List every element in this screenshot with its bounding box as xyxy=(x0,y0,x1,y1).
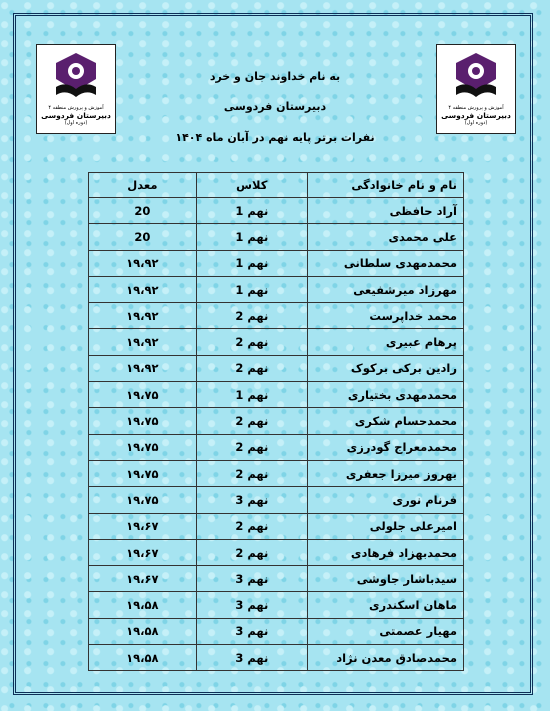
table-row xyxy=(89,487,464,513)
student-class: نهم 2 xyxy=(196,303,307,329)
student-name: مهرزاد میرشفیعی xyxy=(307,276,463,302)
student-name: امیرعلی جلولی xyxy=(307,513,463,539)
table-row xyxy=(89,250,464,276)
school-name: دبیرستان فردوسی xyxy=(223,100,327,113)
student-class: نهم 2 xyxy=(196,513,307,539)
table-row xyxy=(89,276,464,302)
table-row xyxy=(89,198,464,224)
student-class: نهم 3 xyxy=(196,592,307,618)
table-row xyxy=(89,303,464,329)
student-name: مهیار عصمتی xyxy=(307,618,463,644)
table-row xyxy=(89,539,464,565)
student-name: محمدمهدی بختیاری xyxy=(307,382,463,408)
table-row xyxy=(89,592,464,618)
student-class: نهم 2 xyxy=(196,434,307,460)
logo-caption-main: دبیرستان فردوسی xyxy=(41,111,111,120)
bismillah-line: به نام خداوند جان و خرد xyxy=(209,70,341,83)
student-name: محمدصادق معدن نژاد xyxy=(307,645,463,671)
logo-caption-top: آموزش و پرورش منطقه ۴ xyxy=(48,105,104,111)
student-average: ۱۹،۶۷ xyxy=(89,539,197,565)
header-average: معدل xyxy=(89,173,197,198)
table-row xyxy=(89,618,464,644)
student-name: محمد خداپرست xyxy=(307,303,463,329)
student-class: نهم 1 xyxy=(196,250,307,276)
top-students-table xyxy=(88,172,464,671)
table-row xyxy=(89,329,464,355)
student-average: ۱۹،۷۵ xyxy=(89,487,197,513)
school-logo-left xyxy=(36,44,116,134)
student-average: ۱۹،۷۵ xyxy=(89,434,197,460)
student-class: نهم 2 xyxy=(196,460,307,486)
student-average: ۱۹،۷۵ xyxy=(89,460,197,486)
table-row xyxy=(89,382,464,408)
table-row xyxy=(89,355,464,381)
student-name: محمدمهدی سلطانی xyxy=(307,250,463,276)
logo-caption-top: آموزش و پرورش منطقه ۴ xyxy=(448,105,504,111)
student-class: نهم 3 xyxy=(196,618,307,644)
student-class: نهم 3 xyxy=(196,645,307,671)
student-average: 20 xyxy=(89,198,197,224)
student-average: ۱۹،۵۸ xyxy=(89,592,197,618)
table-row xyxy=(89,434,464,460)
table-row xyxy=(89,645,464,671)
student-average: ۱۹،۵۸ xyxy=(89,645,197,671)
student-name: محمدمعراج گودرزی xyxy=(307,434,463,460)
logo-caption-main: دبیرستان فردوسی xyxy=(441,111,511,120)
student-average: ۱۹،۹۲ xyxy=(89,276,197,302)
school-logo-right xyxy=(436,44,516,134)
student-average: ۱۹،۹۲ xyxy=(89,329,197,355)
student-name: بهروز میرزا جعفری xyxy=(307,460,463,486)
student-class: نهم 1 xyxy=(196,276,307,302)
student-class: نهم 2 xyxy=(196,408,307,434)
student-class: نهم 1 xyxy=(196,382,307,408)
table-row xyxy=(89,408,464,434)
student-name: پرهام عبیری xyxy=(307,329,463,355)
student-name: آراد حافظی xyxy=(307,198,463,224)
student-name: ماهان اسکندری xyxy=(307,592,463,618)
student-class: نهم 1 xyxy=(196,198,307,224)
student-class: نهم 2 xyxy=(196,355,307,381)
header-class: کلاس xyxy=(196,173,307,198)
student-average: ۱۹،۶۷ xyxy=(89,566,197,592)
student-name: محمدحسام شکری xyxy=(307,408,463,434)
student-name: محمدبهزاد فرهادی xyxy=(307,539,463,565)
header-name: نام و نام خانوادگی xyxy=(307,173,463,198)
student-name: سیدباشار جاوشی xyxy=(307,566,463,592)
student-average: 20 xyxy=(89,224,197,250)
table-row xyxy=(89,224,464,250)
student-name: علی محمدی xyxy=(307,224,463,250)
table-row xyxy=(89,513,464,539)
logo-caption-bottom: (دوره اول) xyxy=(64,120,88,126)
table-header-row xyxy=(89,173,464,198)
student-average: ۱۹،۹۲ xyxy=(89,250,197,276)
student-class: نهم 2 xyxy=(196,539,307,565)
student-average: ۱۹،۵۸ xyxy=(89,618,197,644)
page-title: نفرات برتر پایه نهم در آبان ماه ۱۴۰۴ xyxy=(175,131,375,144)
student-average: ۱۹،۹۲ xyxy=(89,355,197,381)
student-class: نهم 3 xyxy=(196,566,307,592)
student-class: نهم 3 xyxy=(196,487,307,513)
student-average: ۱۹،۶۷ xyxy=(89,513,197,539)
student-name: فرنام نوری xyxy=(307,487,463,513)
student-name: رادین برکی برکوک xyxy=(307,355,463,381)
table-row xyxy=(89,460,464,486)
student-class: نهم 2 xyxy=(196,329,307,355)
student-class: نهم 1 xyxy=(196,224,307,250)
logo-caption-bottom: (دوره اول) xyxy=(464,120,488,126)
student-average: ۱۹،۷۵ xyxy=(89,382,197,408)
student-average: ۱۹،۹۲ xyxy=(89,303,197,329)
student-average: ۱۹،۷۵ xyxy=(89,408,197,434)
table-row xyxy=(89,566,464,592)
